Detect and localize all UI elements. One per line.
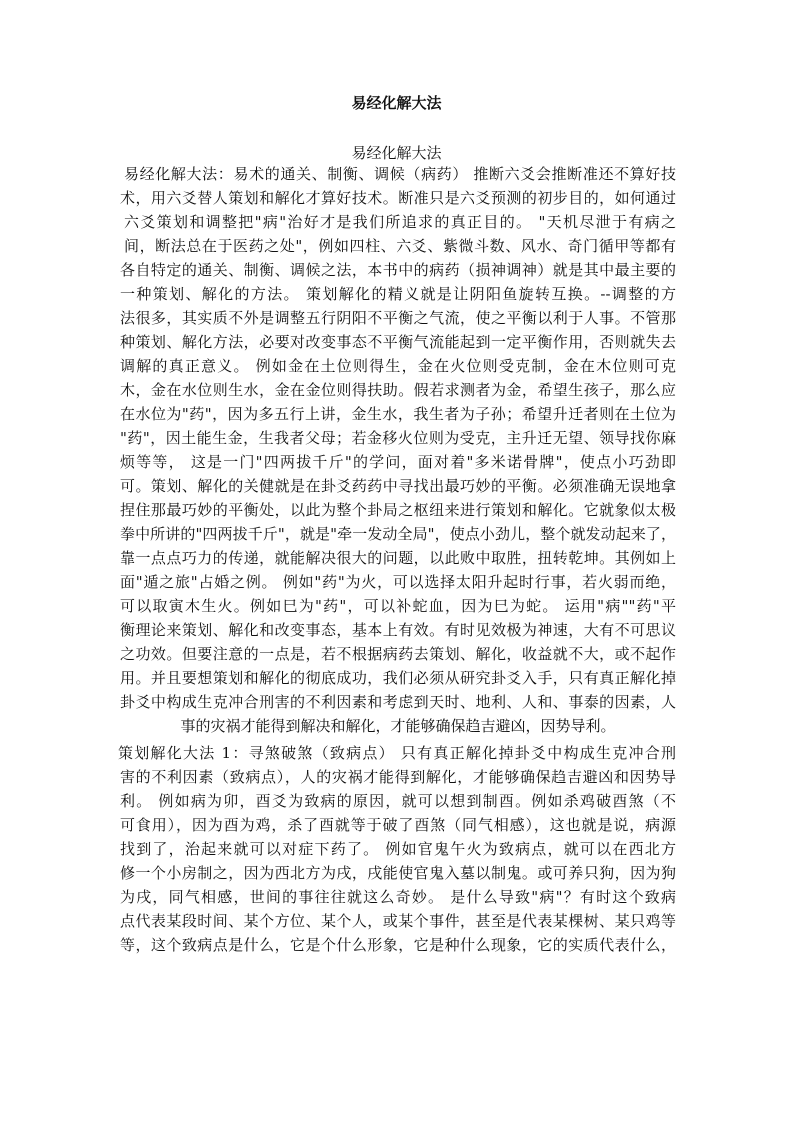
body-line: 种策划、解化方法，必要对改变事态不平衡气流能起到一定平衡作用，否则就失去 xyxy=(120,333,676,351)
document-subtitle: 易经化解大法 xyxy=(351,144,442,162)
body-line: 术，用六爻替人策划和解化才算好技术。断准只是六爻预测的初步目的，如何通过 xyxy=(120,189,676,207)
body-line: 拳中所讲的"四两拔千斤"，就是"牵一发动全局"，使点小劲儿，整个就发动起来了， xyxy=(120,525,676,543)
body-line: 木，金在水位则生水，金在金位则得扶助。假若求测者为金，希望生孩子，那么应 xyxy=(120,381,676,399)
document-title: 易经化解大法 xyxy=(351,94,442,112)
body-line: 害的不利因素（致病点），人的灾祸才能得到解化，才能够确保趋吉避凶和因势导 xyxy=(120,768,676,786)
body-line: 用。并且要想策划和解化的彻底成功，我们必须从研究卦爻入手，只有真正解化掉 xyxy=(120,669,676,687)
body-line: 为戌，同气相感，世间的事往往就这么奇妙。 是什么导致"病"？有时这个致病 xyxy=(120,888,676,906)
body-line: 捏住那最巧妙的平衡处，以此为整个卦局之枢纽来进行策划和解化。它就象似太极 xyxy=(120,501,676,519)
body-line: 各自特定的通关、制衡、调候之法，本书中的病药（损神调神）就是其中最主要的 xyxy=(120,261,676,279)
body-line: 可以取寅木生火。例如巳为"药"，可以补蛇血，因为巳为蛇。 运用"病""药"平 xyxy=(120,597,676,615)
body-line: 靠一点点巧力的传递，就能解决很大的问题，以此败中取胜，扭转乾坤。其例如上 xyxy=(120,549,676,567)
body-line: 卦爻中构成生克冲合刑害的不利因素和考虑到天时、地利、人和、事泰的因素，人 xyxy=(120,693,676,711)
body-line: 间，断法总在于医药之处"，例如四柱、六爻、紫微斗数、风水、奇门循甲等都有 xyxy=(124,237,676,255)
body-line: 之功效。但要注意的一点是，若不根据病药去策划、解化，收益就不大，或不起作 xyxy=(120,645,676,663)
body-line: 点代表某段时间、某个方位、某个人，或某个事件，甚至是代表某棵树、某只鸡等 xyxy=(120,912,676,930)
body-line: 事的灾祸才能得到解决和解化，才能够确保趋吉避凶，因势导利。 xyxy=(180,717,616,735)
body-line: 面"遁之旅"占婚之例。 例如"药"为火，可以选择太阳升起时行事，若火弱而绝， xyxy=(120,573,676,591)
body-line: 法很多，其实质不外是调整五行阴阳不平衡之气流，使之平衡以利于人事。不管那 xyxy=(120,309,676,327)
body-line: 等，这个致病点是什么，它是个什么形象，它是种什么现象，它的实质代表什么， xyxy=(120,936,676,954)
body-line: 可食用），因为酉为鸡，杀了酉就等于破了酉煞（同气相感），这也就是说，病源 xyxy=(120,816,676,834)
body-line: 调解的真正意义。 例如金在土位则得生，金在火位则受克制，金在木位则可克 xyxy=(120,357,676,375)
body-line: 衡理论来策划、解化和改变事态，基本上有效。有时见效极为神速，大有不可思议 xyxy=(120,621,676,639)
body-line: 可。策划、解化的关健就是在卦爻药药中寻找出最巧妙的平衡。必须准确无误地拿 xyxy=(120,477,676,495)
body-line: 在水位为"药"，因为多五行上讲，金生水，我生者为子孙；希望升迁者则在土位为 xyxy=(120,405,676,423)
body-line: 策划解化大法 1：寻煞破煞（致病点） 只有真正解化掉卦爻中构成生克冲合刑 xyxy=(118,744,676,762)
body-line: 找到了，治起来就可以对症下药了。 例如官鬼午火为致病点，就可以在西北方 xyxy=(120,840,676,858)
body-line: 易经化解大法：易术的通关、制衡、调候（病药） 推断六爻会推断准还不算好技 xyxy=(124,165,676,183)
body-line: 一种策划、解化的方法。 策划解化的精义就是让阴阳鱼旋转互换。--调整的方 xyxy=(120,285,676,303)
body-line: 修一个小房制之，因为西北方为戌，戌能使官鬼入墓以制鬼。或可养只狗，因为狗 xyxy=(120,864,676,882)
body-line: 六爻策划和调整把"病"治好才是我们所追求的真正目的。 "天机尽泄于有病之 xyxy=(124,213,676,231)
body-line: 烦等等， 这是一门"四两拔千斤"的学问，面对着"多米诺骨牌"，使点小巧劲即 xyxy=(120,453,676,471)
body-line: "药"，因土能生金，生我者父母；若金移火位则为受克，主升迁无望、领导找你麻 xyxy=(120,429,676,447)
body-line: 利。 例如病为卯，酉爻为致病的原因，就可以想到制酉。例如杀鸡破酉煞（不 xyxy=(120,792,676,810)
